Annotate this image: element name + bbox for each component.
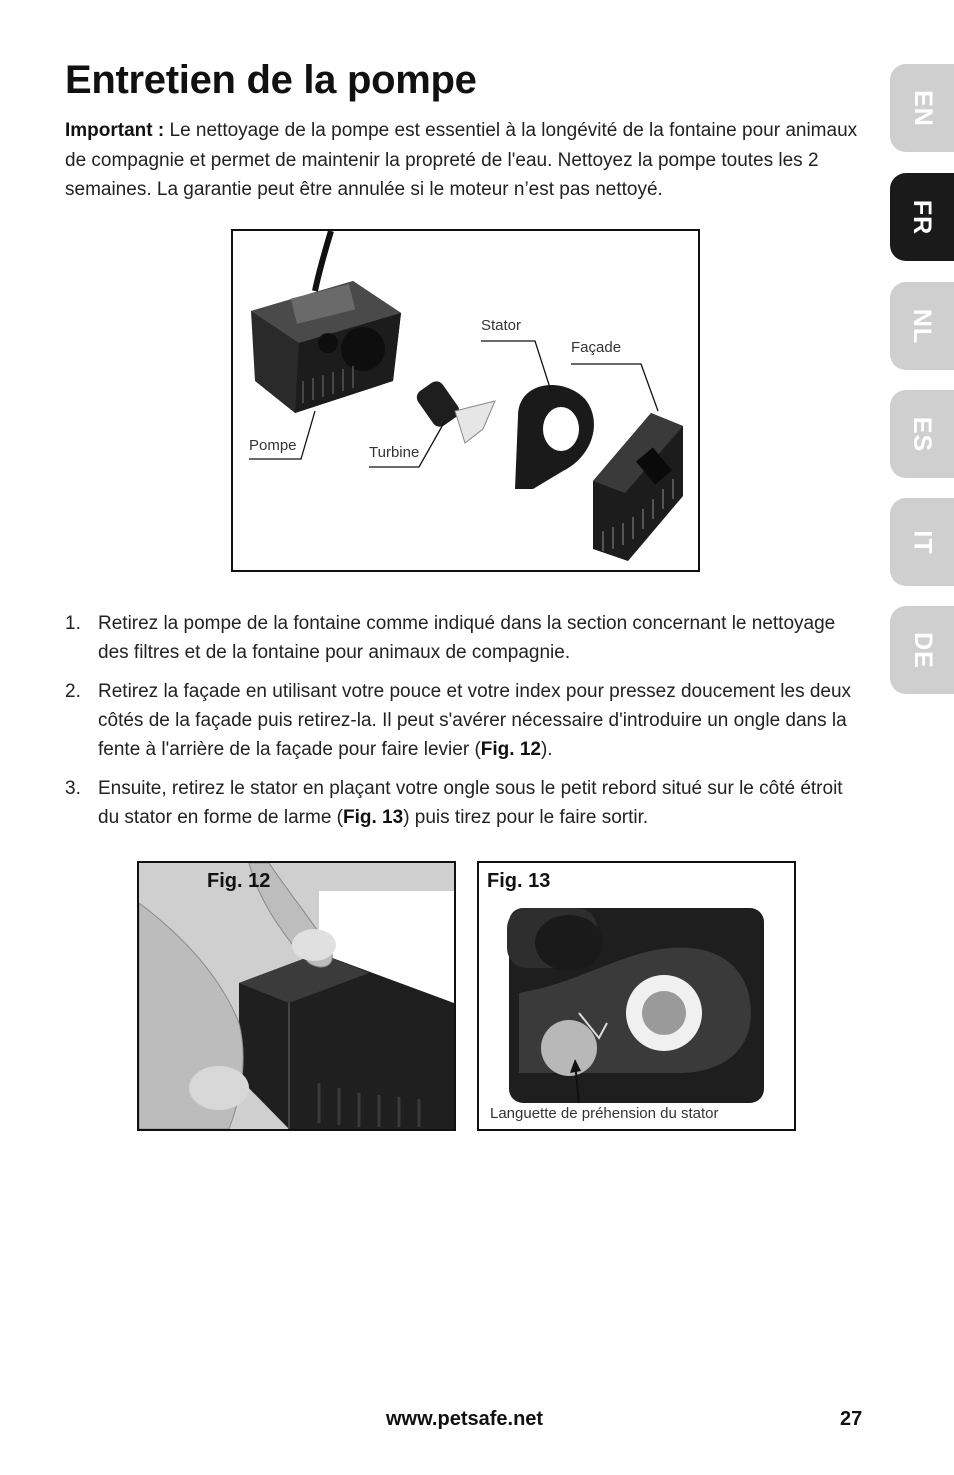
tab-es[interactable] [890,390,954,478]
label-stator: Stator [481,317,522,334]
tab-it[interactable] [890,498,954,586]
fig-reference: Fig. 12 [480,739,541,760]
tab-nl[interactable] [890,282,954,370]
intro-paragraph [65,116,865,205]
step-text-end: ). [540,739,553,760]
fig13-caption: Languette de préhension du stator [490,1105,719,1122]
fig12-photo [137,861,456,1131]
page-title: Entretien de la pompe [65,58,477,102]
tab-de[interactable] [890,606,954,694]
fig13-label: Fig. 13 [487,870,551,892]
fig-reference: Fig. 13 [343,807,404,828]
label-pompe: Pompe [249,437,297,454]
instruction-steps [65,609,855,842]
fig12-label: Fig. 12 [207,870,271,892]
step-number: 1. [65,613,81,634]
step-item [65,774,855,832]
label-turbine: Turbine [369,444,420,461]
step-number: 2. [65,681,81,702]
tab-nl-label: NL [908,308,937,344]
intro-label: Important : [65,120,165,141]
tab-de-label: DE [908,631,937,669]
step-item [65,677,855,764]
page-number: 27 [840,1408,863,1430]
step-number: 3. [65,778,81,799]
step-text: Ensuite, retirez le stator en plaçant votre ongle sous le petit rebord situé sur le côté étroit du stator en forme de larme ( [98,778,843,828]
fig12-illustration [139,863,454,1129]
step-text: Retirez la pompe de la fontaine comme indiqué dans la section concernant le nettoyage des filtres et de la fontaine pour animaux de compagnie. [98,613,836,663]
tab-es-label: ES [908,416,937,452]
step-text: Retirez la façade en utilisant votre pouce et votre index pour pressez doucement les deux côtés de la façade puis retirez-la. Il peut s'avérer nécessaire d'introduire un ongle dans la fente à l'arrière de la façade pour faire levier ( [98,681,852,760]
tab-en[interactable] [890,64,954,152]
label-facade: Façade [571,339,622,356]
intro-text: Le nettoyage de la pompe est essentiel à la longévité de la fontaine pour animaux de compagnie et permet de maintenir la propreté de l'eau. Nettoyez la pompe toutes les 2 semaines. La garantie peut être annulée si le moteur n’est pas nettoyé. [65,120,858,200]
tab-en-label: EN [908,89,937,127]
tab-fr-label: FR [908,199,937,235]
step-item [65,609,855,667]
fig13-photo [477,861,796,1131]
fig13-illustration [479,863,794,1129]
footer-url: www.petsafe.net [386,1408,544,1430]
tab-it-label: IT [908,529,937,555]
step-text-end: ) puis tirez pour le faire sortir. [403,807,649,828]
pump-parts-illustration [233,231,698,570]
pump-parts-figure [231,229,700,572]
tab-fr[interactable] [890,173,954,261]
